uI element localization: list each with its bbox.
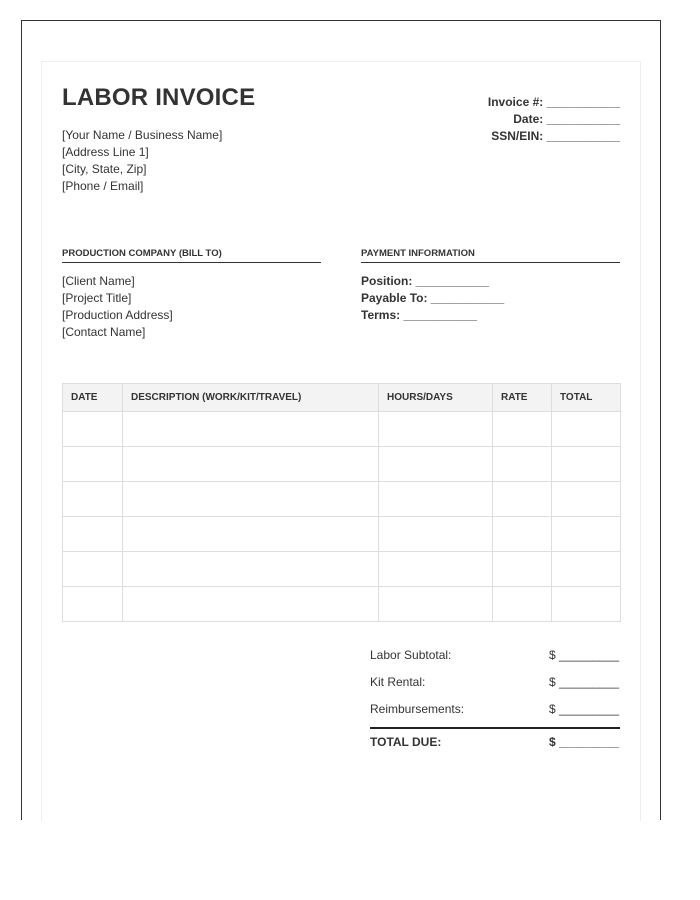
rate-cell[interactable] <box>493 412 552 447</box>
sender-city: [City, State, Zip] <box>62 162 147 176</box>
total-cell[interactable] <box>552 447 621 482</box>
total-cell[interactable] <box>552 517 621 552</box>
total-cell[interactable] <box>552 482 621 517</box>
bill-to-heading: PRODUCTION COMPANY (BILL TO) <box>62 248 321 263</box>
terms-field[interactable]: Terms: ___________ <box>361 308 477 322</box>
rate-cell[interactable] <box>493 587 552 622</box>
total-cell[interactable] <box>552 412 621 447</box>
date-cell[interactable] <box>63 482 123 517</box>
payable-to-field[interactable]: Payable To: ___________ <box>361 291 505 305</box>
table-header-row <box>63 384 621 412</box>
hours-days-cell[interactable] <box>379 482 493 517</box>
description-cell[interactable] <box>123 517 379 552</box>
date-cell[interactable] <box>63 412 123 447</box>
rate-cell[interactable] <box>493 552 552 587</box>
sender-name: [Your Name / Business Name] <box>62 128 223 142</box>
table-row <box>63 482 621 517</box>
date-cell[interactable] <box>63 517 123 552</box>
description-cell[interactable] <box>123 447 379 482</box>
hours-days-cell[interactable] <box>379 587 493 622</box>
rate-cell[interactable] <box>493 447 552 482</box>
reimbursements-value[interactable]: $ _________ <box>549 702 620 716</box>
description-cell[interactable] <box>123 552 379 587</box>
invoice-date-field[interactable]: Date: ___________ <box>513 112 620 126</box>
production-address: [Production Address] <box>62 308 173 322</box>
column-header-rate: RATE <box>493 384 552 412</box>
description-cell[interactable] <box>123 587 379 622</box>
hours-days-cell[interactable] <box>379 552 493 587</box>
sender-address: [Address Line 1] <box>62 145 149 159</box>
kit-rental-label: Kit Rental: <box>370 675 426 689</box>
position-field[interactable]: Position: ___________ <box>361 274 490 288</box>
rate-cell[interactable] <box>493 482 552 517</box>
line-items-table <box>62 383 621 622</box>
labor-subtotal-label: Labor Subtotal: <box>370 648 452 662</box>
total-divider <box>370 727 620 729</box>
kit-rental-value[interactable]: $ _________ <box>549 675 620 689</box>
client-name: [Client Name] <box>62 274 135 288</box>
description-cell[interactable] <box>123 482 379 517</box>
table-row <box>63 587 621 622</box>
hours-days-cell[interactable] <box>379 447 493 482</box>
table-row <box>63 412 621 447</box>
contact-name: [Contact Name] <box>62 325 146 339</box>
column-header-description: DESCRIPTION (WORK/KIT/TRAVEL) <box>123 384 379 412</box>
column-header-hours-days: HOURS/DAYS <box>379 384 493 412</box>
project-title: [Project Title] <box>62 291 132 305</box>
invoice-title: LABOR INVOICE <box>62 84 256 111</box>
column-header-date: DATE <box>63 384 123 412</box>
sender-block <box>62 127 222 195</box>
date-cell[interactable] <box>63 587 123 622</box>
description-cell[interactable] <box>123 412 379 447</box>
table-row <box>63 447 621 482</box>
bill-to-block <box>62 273 173 341</box>
date-cell[interactable] <box>63 447 123 482</box>
payment-info-heading: PAYMENT INFORMATION <box>361 248 620 263</box>
column-header-total: TOTAL <box>552 384 621 412</box>
total-due-label: TOTAL DUE: <box>370 735 442 749</box>
ssn-ein-field[interactable]: SSN/EIN: ___________ <box>491 129 620 143</box>
table-row <box>63 552 621 587</box>
hours-days-cell[interactable] <box>379 517 493 552</box>
total-due-value[interactable]: $ _________ <box>549 735 620 749</box>
date-cell[interactable] <box>63 552 123 587</box>
rate-cell[interactable] <box>493 517 552 552</box>
total-cell[interactable] <box>552 552 621 587</box>
table-row <box>63 517 621 552</box>
invoice-number-field[interactable]: Invoice #: ___________ <box>487 95 620 109</box>
reimbursements-label: Reimbursements: <box>370 702 465 716</box>
labor-subtotal-value[interactable]: $ _________ <box>549 648 620 662</box>
hours-days-cell[interactable] <box>379 412 493 447</box>
total-cell[interactable] <box>552 587 621 622</box>
payment-block <box>361 273 504 324</box>
sender-contact: [Phone / Email] <box>62 179 144 193</box>
